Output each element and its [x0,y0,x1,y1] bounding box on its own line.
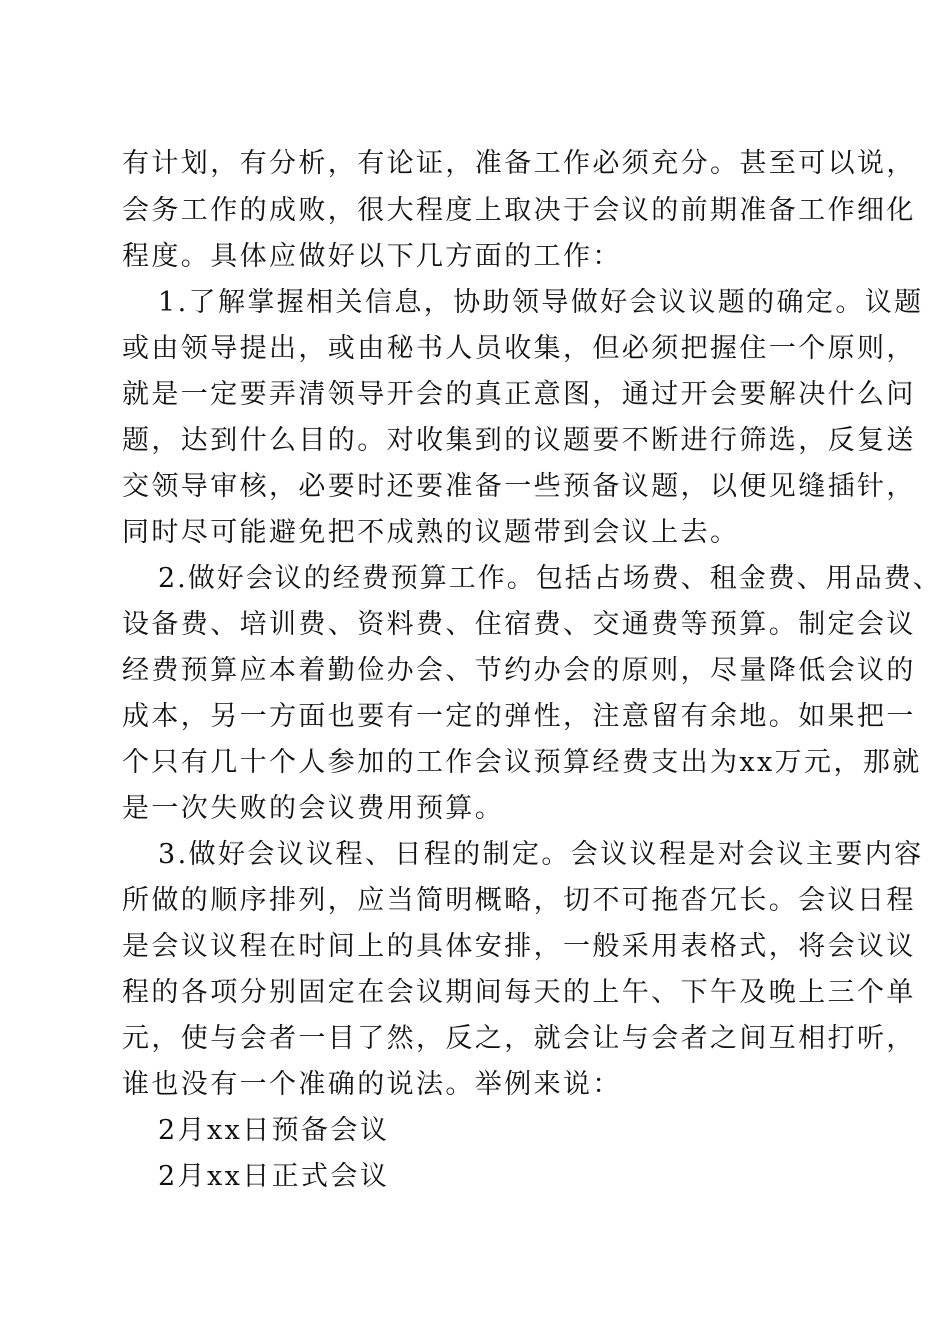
text-line: 是一次失败的会议费用预算。 [122,793,505,824]
text-line: 或由领导提出，或由秘书人员收集，但必须把握住一个原则， [122,333,916,364]
text-line: 交领导审核，必要时还要准备一些预备议题，以便见缝插针， [122,471,916,502]
text-line: 程度。具体应做好以下几方面的工作： [122,241,622,272]
text-line: 成本，另一方面也要有一定的弹性，注意留有余地。如果把一 [122,701,916,732]
text-line: 设备费、培训费、资料费、住宿费、交通费等预算。制定会议 [122,609,916,640]
text-line: 程的各项分别固定在会议期间每天的上午、下午及晚上三个单 [122,977,916,1008]
text-line: 元，使与会者一目了然，反之，就会让与会者之间互相打听， [122,1023,916,1054]
text-line: 题，达到什么目的。对收集到的议题要不断进行筛选，反复送 [122,425,916,456]
text-line: 所做的顺序排列，应当简明概略，切不可拖沓冗长。会议日程 [122,885,916,916]
text-line: 2月xx日正式会议 [158,1161,390,1192]
text-line: 1.了解掌握相关信息，协助领导做好会议议题的确定。议题 [158,287,924,318]
text-line: 会务工作的成败，很大程度上取决于会议的前期准备工作细化 [122,195,916,226]
text-line: 2月xx日预备会议 [158,1115,390,1146]
text-line: 经费预算应本着勤俭办会、节约办会的原则，尽量降低会议的 [122,655,916,686]
text-line: 同时尽可能避免把不成熟的议题带到会议上去。 [122,517,740,548]
text-line: 谁也没有一个准确的说法。举例来说： [122,1069,622,1100]
text-line: 2.做好会议的经费预算工作。包括占场费、租金费、用品费、 [158,563,942,594]
text-line: 有计划，有分析，有论证，准备工作必须充分。甚至可以说， [122,148,916,179]
text-line: 3.做好会议议程、日程的制定。会议议程是对会议主要内容 [158,839,924,870]
text-line: 就是一定要弄清领导开会的真正意图，通过开会要解决什么问 [122,379,916,410]
text-line: 是会议议程在时间上的具体安排，一般采用表格式，将会议议 [122,931,916,962]
text-line: 个只有几十个人参加的工作会议预算经费支出为xx万元，那就 [122,747,922,778]
